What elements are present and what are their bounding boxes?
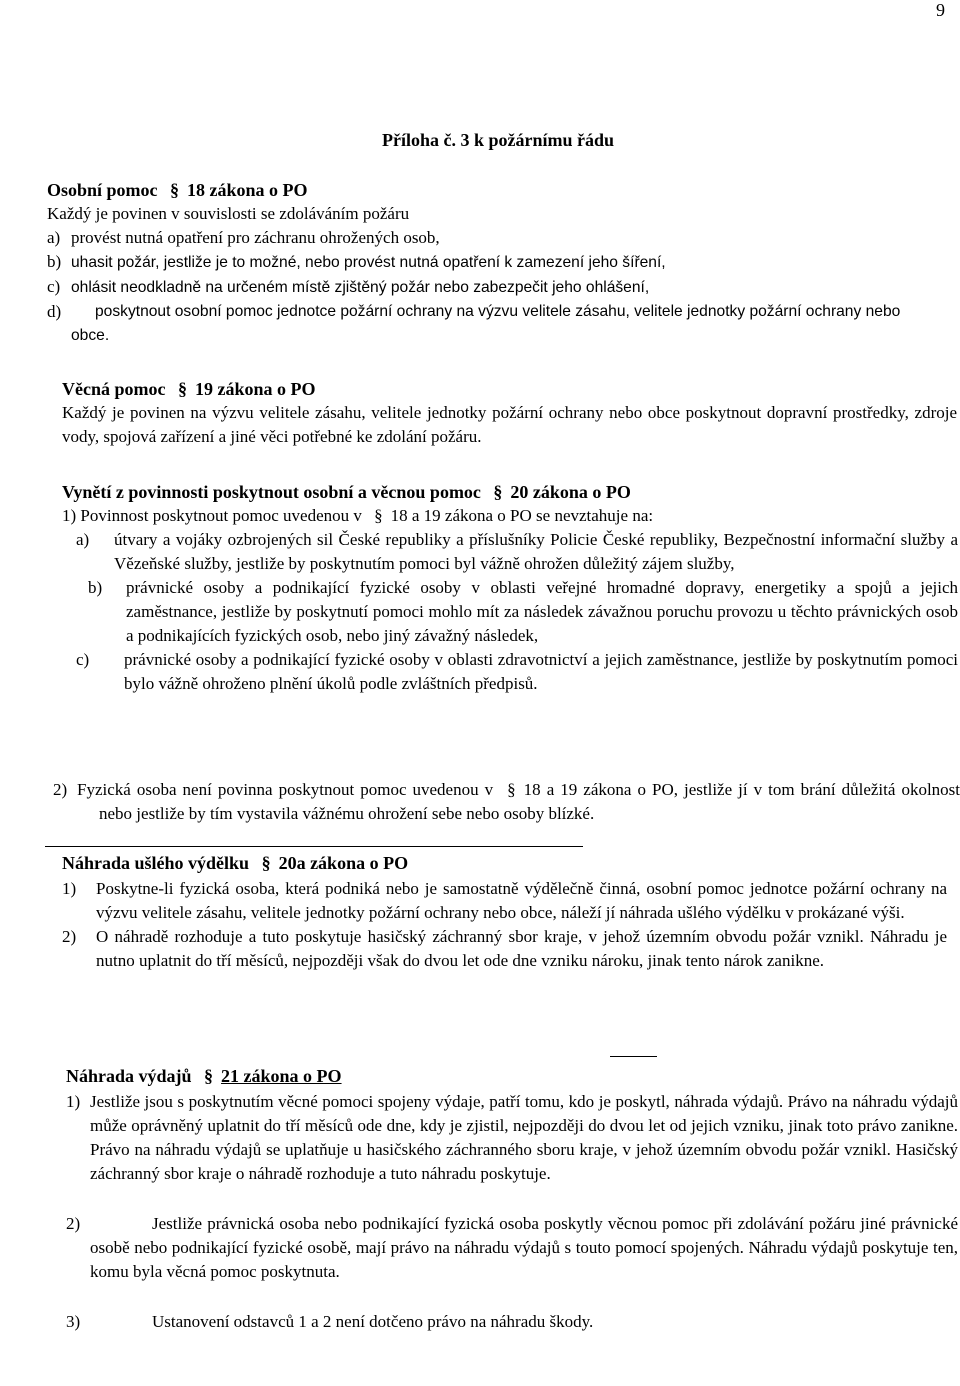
list-marker: 2) <box>62 927 77 946</box>
paragraph-text-pre: Povinnost poskytnout pomoc uvedenou v <box>80 506 362 525</box>
section-21-heading-para: 21 zákona o PO <box>221 1066 342 1086</box>
list-marker: 3) <box>66 1312 81 1331</box>
list-item <box>88 576 958 648</box>
paragraph-text-pre-value: Fyzická osoba není povinna poskytnout pomoc uvedenou v <box>77 780 494 799</box>
page-number: 9 <box>936 0 945 20</box>
list-item-text: Ustanovení odstavců 1 a 2 není dotčeno právo na náhradu škody. <box>152 1312 594 1331</box>
section-20a <box>62 851 947 973</box>
section-21-heading <box>66 1064 958 1088</box>
list-item <box>62 877 947 925</box>
paragraph-text-post: 18 a 19 zákona o PO se nevztahuje na: <box>390 506 654 525</box>
section-sign-icon: § <box>170 180 180 200</box>
section-20-paragraph-1 <box>62 504 958 528</box>
section-19-heading-text: Věcná pomoc <box>62 379 166 399</box>
list-item-text: poskytnout osobní pomoc jednotce požární ochrany na výzvu velitele zásahu, velitele jednotky požární ochrany nebo obce. <box>71 303 901 344</box>
list-item-text: Jestliže právnická osoba nebo podnikající fyzická osoba poskytly věcnou pomoc při zdolávání požáru jiné právnické osobě nebo podnikající fyzické osobě, mají právo na náhradu výdajů s touto pomocí spojených. Náhradu výdajů poskytuje ten, komu byla věcná pomoc poskytnuta. <box>90 1214 958 1281</box>
section-20a-heading-text: Náhrada ušlého výdělku <box>62 853 250 873</box>
paragraph-marker: 1) <box>62 506 77 525</box>
list-item-text: útvary a vojáky ozbrojených sil České republiky a příslušníky Policie České republiky, Bezpečnostní informační služby a Vězeňské služby, jestliže by poskytnutím pomoci byl vážně ohrožen důležitý zájem služby, <box>114 530 958 573</box>
list-item <box>47 250 947 275</box>
section-sign-icon: § <box>177 379 187 399</box>
paragraph-text-post: 18 a 19 zákona o PO, jestliže jí v tom brání důležitá okolnost nebo jestliže by tím vystavila vážnému ohrožení sebe nebo osoby blízké. <box>99 780 960 823</box>
section-21 <box>66 1064 958 1334</box>
list-marker: c) <box>76 650 90 669</box>
annex-title: Příloha č. 3 k požárnímu řádu <box>382 130 615 150</box>
list-marker: c) <box>47 277 61 296</box>
section-20-heading-text: Vynětí z povinnosti poskytnout osobní a věcnou pomoc <box>62 482 481 502</box>
section-sign-icon: § <box>507 780 516 799</box>
list-item-text: uhasit požár, jestliže je to možné, nebo provést nutná opatření k zamezení jeho šíření, <box>71 254 666 271</box>
list-item <box>47 275 947 300</box>
list-item <box>66 1090 958 1186</box>
section-19-heading <box>62 377 957 401</box>
section-sign-icon: § <box>493 482 503 502</box>
list-marker: a) <box>47 228 61 247</box>
list-marker: b) <box>47 252 62 271</box>
list-marker: 1) <box>62 879 77 898</box>
section-sign-icon: § <box>374 506 383 525</box>
section-19-heading-para: 19 zákona o PO <box>194 379 316 399</box>
section-20-heading <box>62 480 958 504</box>
paragraph-text-pre <box>77 780 493 799</box>
section-20a-heading-para: 20a zákona o PO <box>278 853 409 873</box>
list-item <box>76 528 958 576</box>
list-marker: b) <box>88 578 103 597</box>
list-item-text: ohlásit neodkladně na určeném místě zjištěný požár nebo zabezpečit jeho ohlášení, <box>71 279 650 296</box>
list-item <box>76 648 958 696</box>
section-18-heading-text: Osobní pomoc <box>47 180 158 200</box>
list-item-text: O náhradě rozhoduje a tuto poskytuje hasičský záchranný sbor kraje, v jehož územním obvodu požár vznikl. Náhradu je nutno uplatnit do tří měsíců, nejpozději však do dvou let ode dne vzniku nároku, jinak tento nárok zanikne. <box>96 927 947 970</box>
section-18 <box>47 178 947 348</box>
section-sign-icon: § <box>261 853 271 873</box>
section-21-heading-text: Náhrada výdajů <box>66 1066 192 1086</box>
list-item <box>47 226 947 250</box>
list-item <box>66 1310 958 1334</box>
section-20-heading-para: 20 zákona o PO <box>510 482 631 502</box>
list-marker: a) <box>76 530 90 549</box>
separator-line <box>45 846 583 847</box>
section-19-text: Každý je povinen na výzvu velitele zásahu, velitele jednotky požární ochrany nebo obce poskytnout dopravní prostředky, zdroje vody, spojová zařízení a jiné věci potřebné ke zdolání požáru. <box>62 403 957 446</box>
section-18-heading <box>47 178 947 202</box>
paragraph-marker: 2) <box>53 780 68 799</box>
list-item-text: provést nutná opatření pro záchranu ohrožených osob, <box>71 228 440 247</box>
list-item <box>62 925 947 973</box>
list-marker: 2) <box>66 1214 81 1233</box>
list-item-text: Jestliže jsou s poskytnutím věcné pomoci spojeny výdaje, patří tomu, kdo je poskytl, náhrada výdajů. Právo na náhradu výdajů může oprávněný uplatnit do tří měsíců ode dne, kdy je zjistil, nejpozději do dvou let od jejich vzniku, jinak toto právo zanikne. Právo na náhradu výdajů se uplatňuje u hasičského záchranného sboru kraje, v jehož územním obvodu požár vznikl. Hasičský záchranný sbor kraje o náhradě rozhoduje a tuto náhradu poskytuje. <box>90 1092 958 1183</box>
section-20-paragraph-2 <box>53 778 960 826</box>
list-item-text: právnické osoby a podnikající fyzické osoby v oblasti zdravotnictví a jejich zaměstnance, jestliže by poskytnutím pomoci bylo vážně ohroženo plnění úkolů podle zvláštních předpisů. <box>124 650 958 693</box>
section-sign-icon: § <box>204 1066 214 1086</box>
section-20a-heading <box>62 851 947 875</box>
list-marker: 1) <box>66 1092 81 1111</box>
list-marker: d) <box>47 302 62 321</box>
list-item <box>47 300 947 348</box>
short-rule <box>610 1056 657 1057</box>
list-item-text: právnické osoby a podnikající fyzické osoby v oblasti veřejné hromadné dopravy, energetiky a spojů a jejich zaměstnance, jestliže by poskytnutí pomoci mohlo mít za následek závažnou poruchu provozu u těchto právnických osob a podnikajících fyzických osob, nebo jiný závažný následek, <box>126 578 958 645</box>
section-20 <box>62 480 958 696</box>
section-18-heading-para: 18 zákona o PO <box>187 180 308 200</box>
list-item-text: Poskytne-li fyzická osoba, která podniká nebo je samostatně výdělečně činná, osobní pomoc jednotce požární ochrany na výzvu velitele zásahu, velitele jednotky požární ochrany nebo obce, náleží jí náhrada ušlého výdělku v prokázané výši. <box>96 879 947 922</box>
list-item <box>66 1212 958 1284</box>
section-18-intro: Každý je povinen v souvislosti se zdoláváním požáru <box>47 204 410 223</box>
section-19 <box>62 377 957 449</box>
